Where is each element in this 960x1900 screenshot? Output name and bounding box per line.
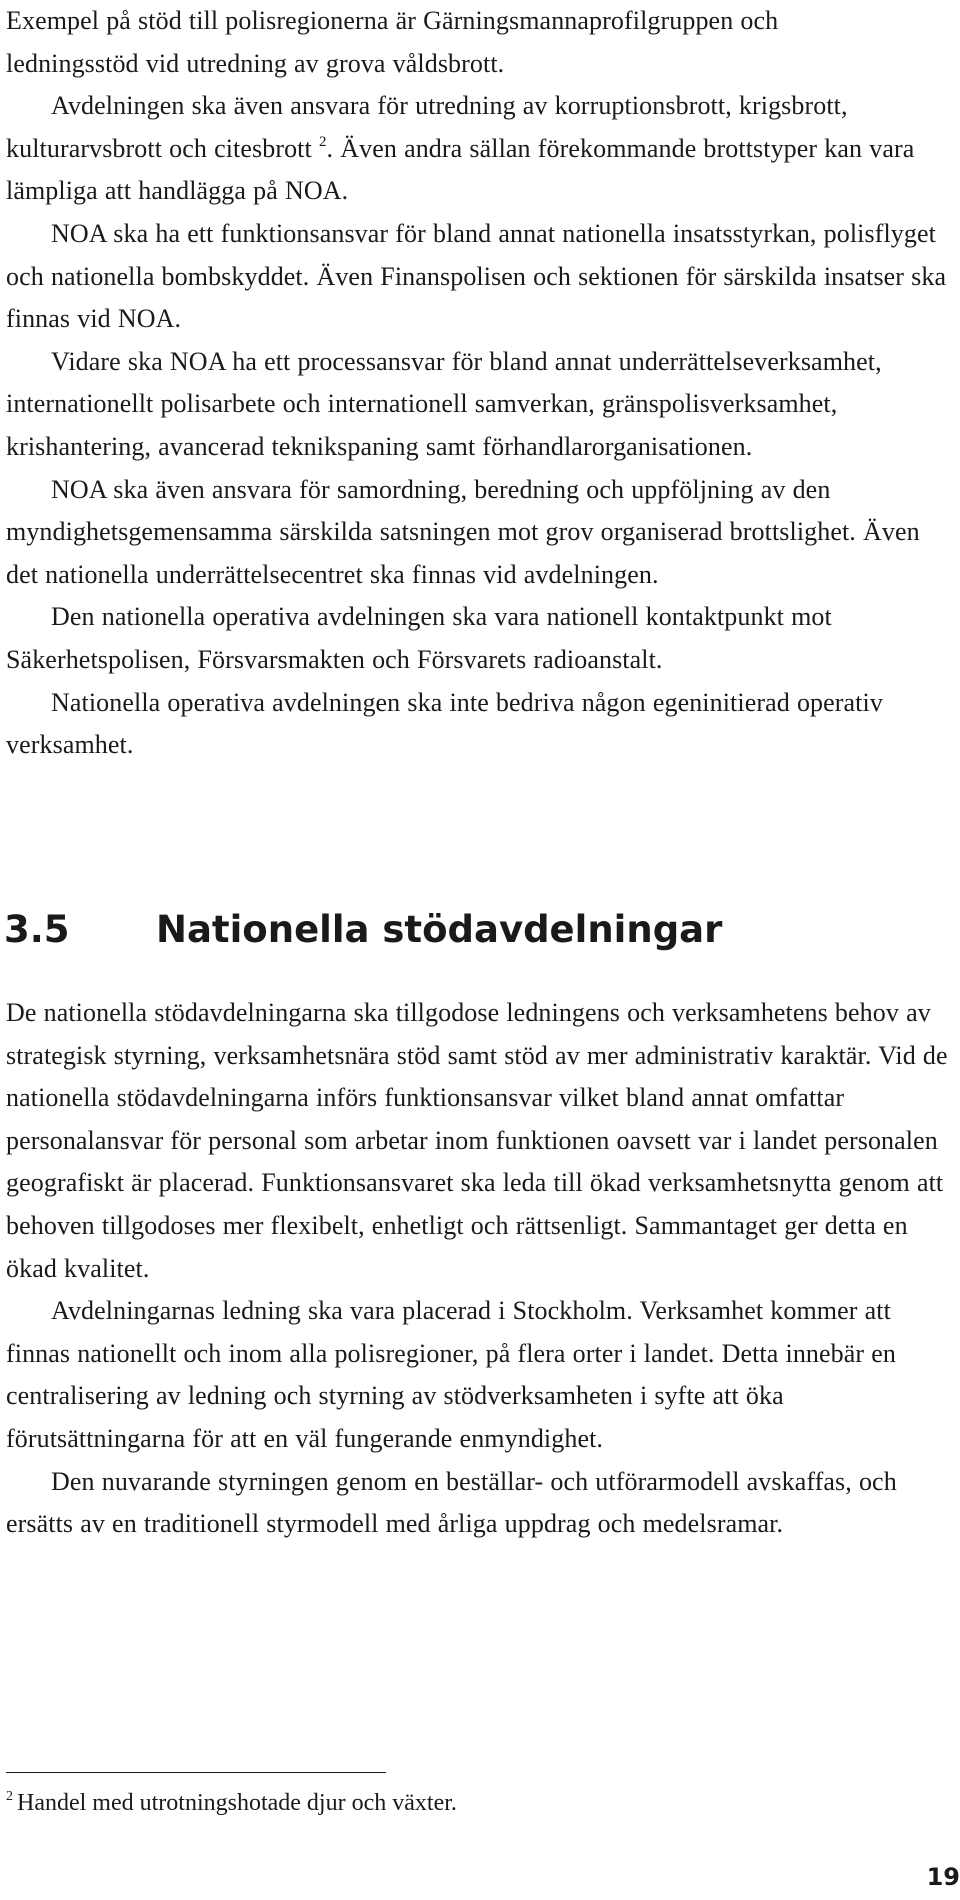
paragraph-coordination: NOA ska även ansvara för samordning, beredning och uppföljning av den myndighetsgemensamma särskilda satsningen mot grov organiserad brottslighet. Även det nationella underrättelsecentret ska finnas vid avdelningen. [6, 474, 920, 589]
paragraph-governance-model: Den nuvarande styrningen genom en beställar- och utförarmodell avskaffas, och ersätts av en traditionell styrmodell med årliga uppdrag och medelsramar. [6, 1466, 897, 1539]
footnote-divider [6, 1772, 386, 1773]
paragraph-function-responsibility: NOA ska ha ett funktionsansvar för bland annat nationella insatsstyrkan, polisflyget och nationella bombskyddet. Även Finanspolisen och sektionen för särskilda insatser ska finnas vid NOA. [6, 218, 947, 334]
section-number: 3.5 [4, 908, 70, 951]
paragraph-management-location: Avdelningarnas ledning ska vara placerad i Stockholm. Verksamhet kommer att finnas nationellt och inom alla polisregioner, på flera orter i landet. Detta innebär en centralisering av ledning och styrning av stödverksamheten i syfte att öka förutsättningarna för att en väl fungerande enmyndighet. [6, 1296, 896, 1453]
footnote [6, 1785, 457, 1821]
paragraph-support-departments: De nationella stödavdelningarna ska tillgodose ledningens och verksamhetens behov av strategisk styrning, verksamhetsnära stöd samt stöd av mer administrativ karaktär. Vid de nationella stödavdelningarna införs funktionsansvar vilket bland annat omfattar personalansvar för personal som arbetar inom funktionen oavsett var i landet personalen geografiskt är placerad. Funktionsansvaret ska leda till ökad verksamhetsnytta genom att behoven tillgodoses mer flexibelt, enhetligt och rättsenligt. Sammantaget ger detta en ökad kvalitet. [6, 998, 948, 1283]
footnote-text: Handel med utrotningshotade djur och växter. [17, 1790, 457, 1816]
paragraph-process-responsibility: Vidare ska NOA ha ett processansvar för bland annat underrättelseverksamhet, internationellt polisarbete och internationell samverkan, gränspolisverksamhet, krishantering, avancerad teknikspaning samt förhandlarorganisationen. [6, 346, 882, 461]
text-block-top [6, 0, 956, 767]
paragraph-line: ledningsstöd vid utredning av grova våldsbrott. [6, 48, 505, 78]
section-heading [4, 905, 722, 955]
footnote-reference: 2 [318, 133, 327, 150]
paragraph-text: Avdelningen ska även ansvara för utredning av korruptionsbrott, krigsbrott, kulturarvsbrott och citesbrott [6, 91, 848, 163]
section-title: Nationella stödavdelningar [156, 908, 723, 951]
paragraph-contact-point: Den nationella operativa avdelningen ska vara nationell kontaktpunkt mot Säkerhetspolisen, Försvarsmakten och Försvarets radioanstalt. [6, 602, 832, 674]
text-block-bottom [6, 992, 956, 1546]
page-number: 19 [926, 1863, 960, 1891]
paragraph-line: Exempel på stöd till polisregionerna är Gärningsmannaprofilgruppen och [6, 6, 779, 35]
paragraph-text: . Även andra sällan förekommande brottstyper kan vara lämpliga att handlägga på NOA. [6, 133, 915, 206]
paragraph-no-own-initiative: Nationella operativa avdelningen ska inte bedriva någon egeninitierad operativ verksamhet. [6, 687, 883, 760]
footnote-marker: 2 [6, 1789, 13, 1804]
paragraph-special-crimes [6, 85, 956, 213]
paragraph-continuation [6, 0, 956, 85]
